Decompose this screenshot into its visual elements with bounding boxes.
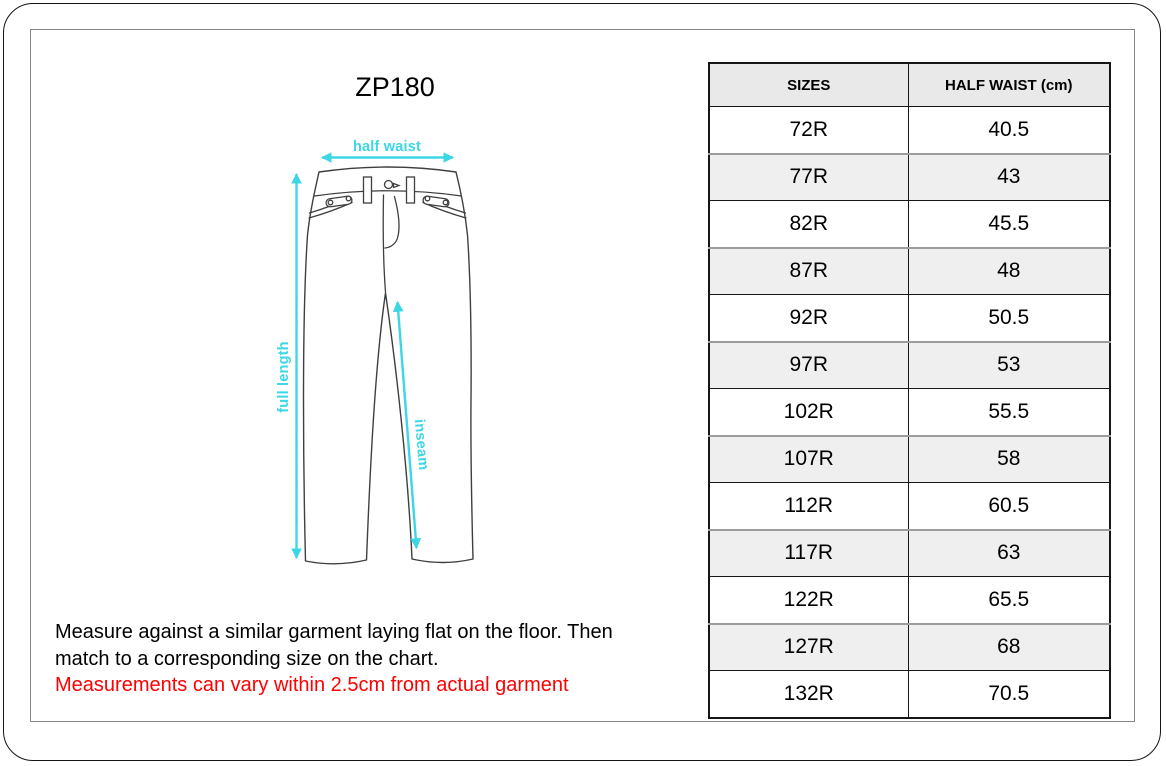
size-cell: 82R [789,211,829,235]
rivet [425,196,430,201]
half-waist-cell: 43 [908,154,1110,201]
instruction-line-2: match to a corresponding size on the chart. [55,647,439,670]
table-row [709,107,1110,154]
tolerance-warning: Measurements can vary within 2.5cm from actual garment [55,674,569,696]
size-cell: 117R [784,541,834,565]
size-cell: 122R [783,587,834,611]
rivet [328,200,333,205]
size-table [708,62,1111,719]
instruction-line-1: Measure against a similar garment laying flat on the floor. Then [55,621,613,643]
table-row [709,154,1110,201]
half-waist-cell: 58 [908,436,1110,483]
pants-diagram [275,135,525,580]
product-code-title: ZP180 [355,72,435,102]
table-header-row [709,63,1110,107]
size-cell: 112R [784,493,834,517]
table-row [709,389,1110,436]
table-row [709,248,1110,295]
half-waist-column-header: HALF WAIST (cm) [908,63,1110,107]
full-length-label: full length [276,341,292,413]
pants-outline [304,167,474,564]
rivet [346,196,351,201]
table-row [709,671,1110,718]
size-cell: 77R [789,165,829,189]
size-cell: 97R [789,353,829,377]
rivet [443,200,448,205]
half-waist-cell: 55.5 [908,389,1110,436]
size-cell: 127R [783,635,834,659]
half-waist-cell: 40.5 [908,107,1110,154]
half-waist-cell: 45.5 [908,201,1110,248]
table-row [709,530,1110,577]
measuring-instructions [55,619,735,699]
half-waist-cell: 50.5 [908,295,1110,342]
half-waist-cell: 70.5 [908,671,1110,718]
size-cell: 107R [783,447,834,471]
size-table-body [709,107,1110,718]
size-cell: 72R [789,117,829,141]
half-waist-cell: 48 [908,248,1110,295]
table-row [709,342,1110,389]
half-waist-label: half waist [352,139,422,155]
table-row [709,201,1110,248]
half-waist-cell: 63 [908,530,1110,577]
table-row [709,577,1110,624]
half-waist-cell: 65.5 [908,577,1110,624]
half-waist-cell: 53 [908,342,1110,389]
half-waist-cell: 60.5 [908,483,1110,530]
size-cell: 132R [783,681,834,705]
table-row [709,483,1110,530]
size-cell: 92R [789,305,829,329]
half-waist-cell: 68 [908,624,1110,671]
table-row [709,295,1110,342]
sizes-column-header: SIZES [709,63,908,107]
inseam-label: inseam [410,418,432,471]
size-cell: 102R [783,399,834,423]
table-row [709,436,1110,483]
size-cell: 87R [789,259,829,283]
table-row [709,624,1110,671]
